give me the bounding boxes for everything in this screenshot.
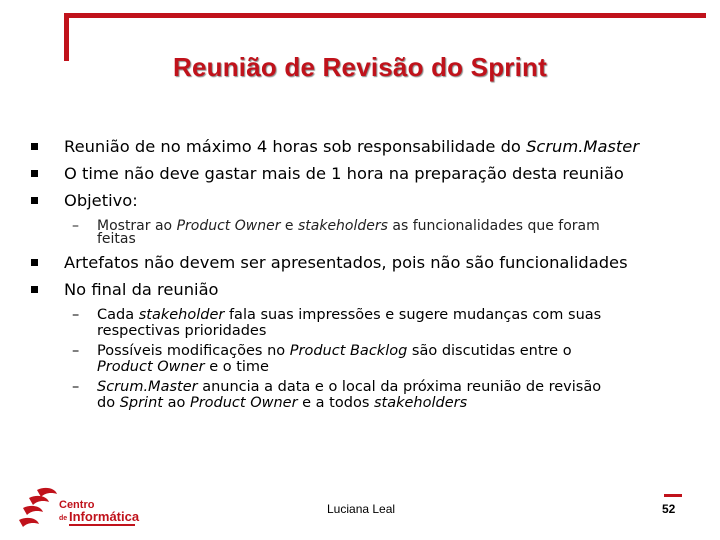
bullet-square-icon [31, 259, 38, 266]
svg-text:de: de [59, 515, 68, 522]
sub-bullet-text: Possíveis modificações no Product Backlog são discutidas entre o Product Owner e o time [97, 343, 572, 375]
svg-text:Informática: Informática [69, 509, 140, 524]
page-number: 52 [662, 502, 676, 516]
centro-de-informatica-logo [15, 484, 145, 536]
sub-bullet-text: Scrum.Master anuncia a data e o local da próxima reunião de revisão do Sprint ao Product Owner e a todos stakeholders [97, 379, 602, 411]
bullet-text: Objetivo: [64, 191, 138, 210]
bullet-square-icon [31, 143, 38, 150]
bullet-square-icon [31, 286, 38, 293]
bullet-text: Reunião de no máximo 4 horas sob responsabilidade do Scrum.Master [64, 137, 640, 156]
sub-bullet-text: Cada stakeholder fala suas impressões e sugere mudanças com suas respectivas prioridades [97, 307, 602, 339]
bullet-text: No final da reunião [64, 280, 219, 299]
dash-marker: – [72, 343, 80, 359]
bullet-text: O time não deve gastar mais de 1 hora na preparação desta reunião [64, 164, 624, 183]
footer-author: Luciana Leal [327, 502, 396, 516]
sub-bullet-text: Mostrar ao Product Owner e stakeholders as funcionalidades que foram feitas [97, 218, 600, 247]
footer-accent-line [664, 494, 682, 497]
decorative-frame-horizontal [64, 13, 706, 18]
dash-marker: – [72, 218, 79, 234]
svg-text:Centro: Centro [59, 499, 95, 511]
bullet-square-icon [31, 170, 38, 177]
dash-marker: – [72, 307, 80, 323]
bullet-square-icon [31, 197, 38, 204]
bullet-text: Artefatos não devem ser apresentados, pois não são funcionalidades [64, 253, 628, 272]
dash-marker: – [72, 379, 80, 395]
slide-title: Reunião de Revisão do Sprint [173, 52, 547, 82]
